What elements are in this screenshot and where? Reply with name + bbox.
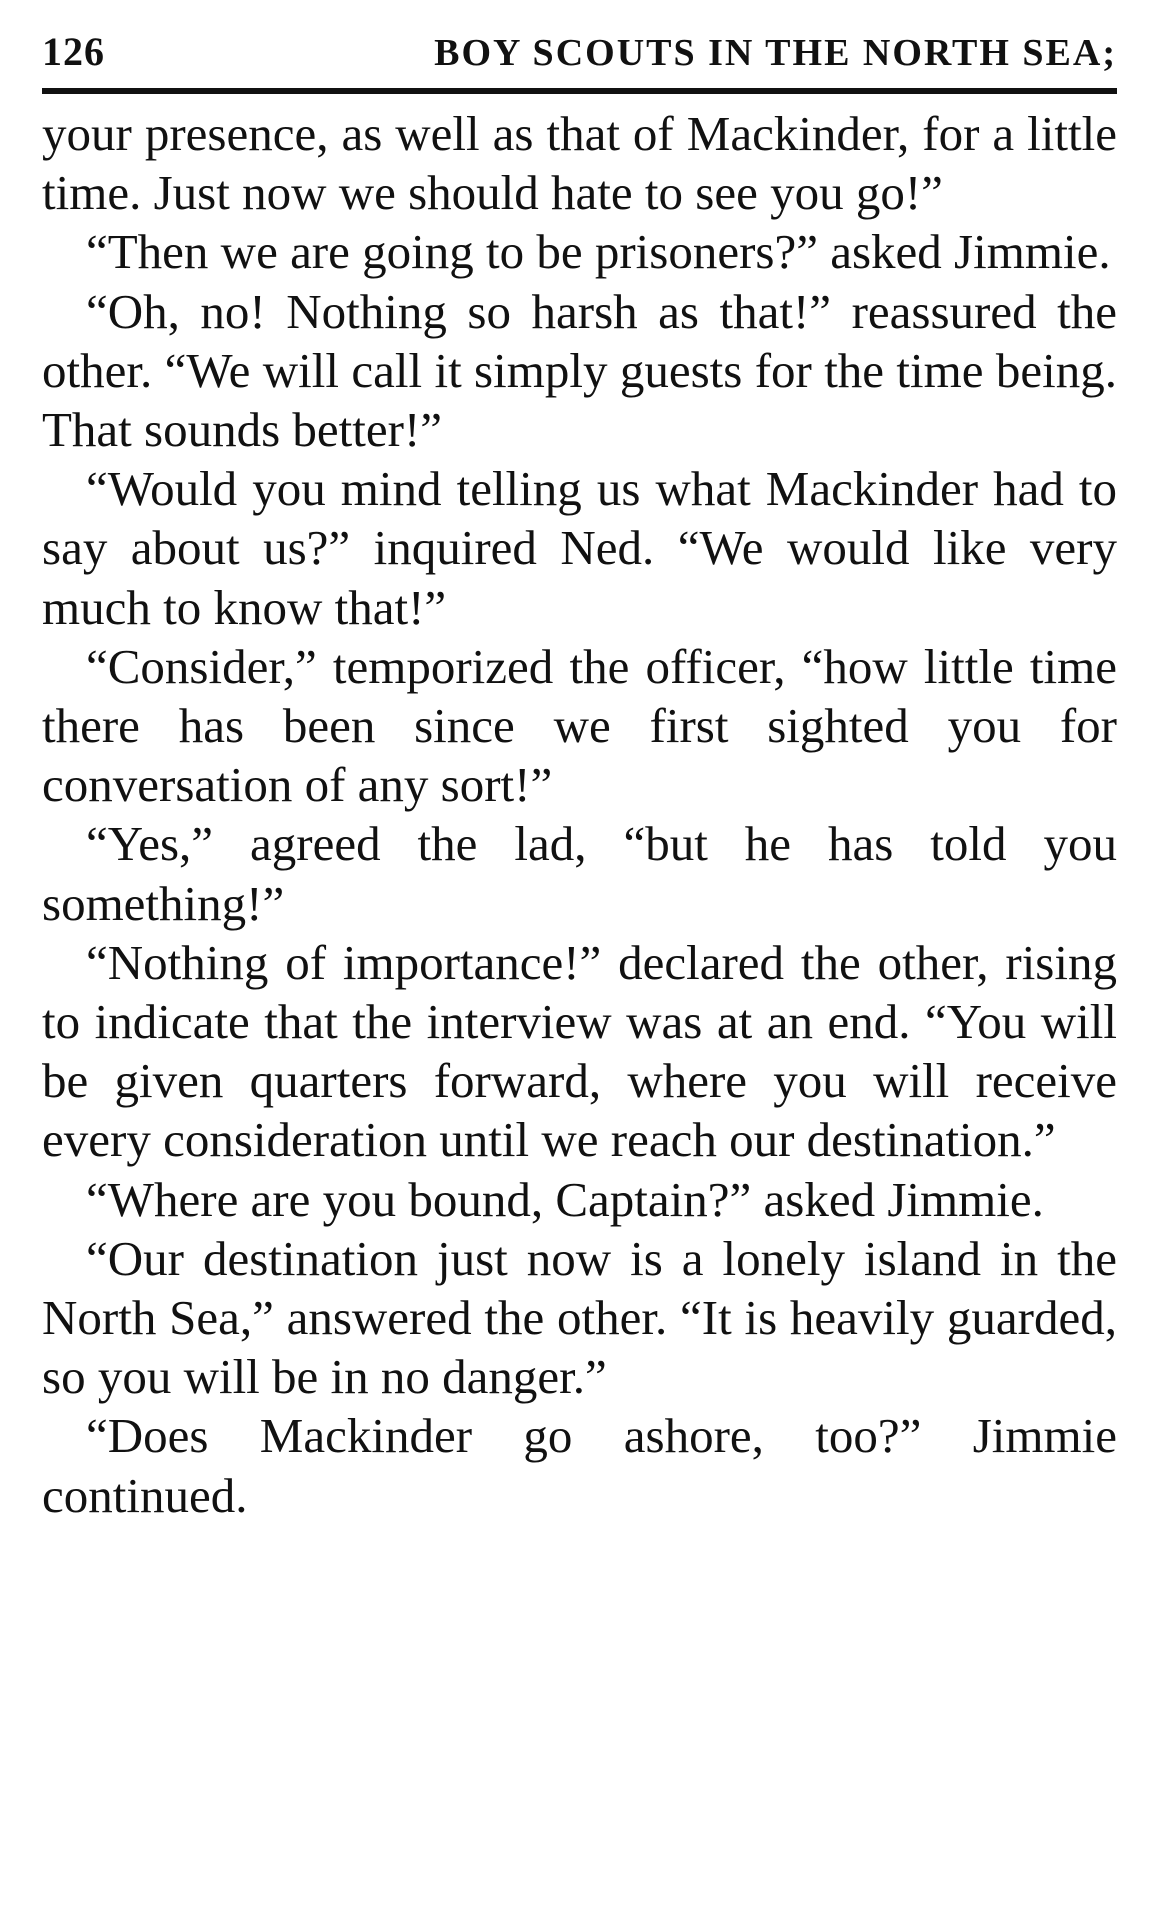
paragraph: your presence, as well as that of Mackinder, for a little time. Just now we should hate to see you go!” — [42, 106, 1117, 221]
page-number: 126 — [42, 29, 105, 74]
paragraph: “Nothing of importance!” declared the other, rising to indicate that the interview was at an end. “You will be given quarters forward, where you will receive every consideration until we reach our destination.” — [42, 934, 1117, 1168]
paragraph: “Would you mind telling us what Mackinder had to say about us?” inquired Ned. “We would like very much to know that!” — [42, 461, 1117, 635]
paragraph: “Does Mackinder go ashore, too?” Jimmie continued. — [42, 1408, 1117, 1523]
paragraph: “Oh, no! Nothing so harsh as that!” reassured the other. “We will call it simply guests for the time being. That sounds better!” — [42, 283, 1117, 458]
paragraph: “Our destination just now is a lonely island in the North Sea,” answered the other. “It is heavily guarded, so you will be in no danger.” — [42, 1230, 1117, 1405]
body-text — [42, 104, 1117, 1525]
paragraph: “Where are you bound, Captain?” asked Jimmie. — [86, 1171, 1044, 1227]
paragraph: “Yes,” agreed the lad, “but he has told you something!” — [42, 816, 1117, 931]
header-rule — [42, 88, 1117, 94]
running-head — [42, 28, 1117, 84]
paragraph: “Consider,” temporized the officer, “how little time there has been since we first sighted you for conversation of any sort!” — [42, 638, 1117, 813]
paragraph: “Then we are going to be prisoners?” asked Jimmie. — [86, 224, 1111, 280]
book-page — [42, 28, 1117, 1525]
running-head-title: BOY SCOUTS IN THE NORTH SEA; — [434, 32, 1117, 74]
